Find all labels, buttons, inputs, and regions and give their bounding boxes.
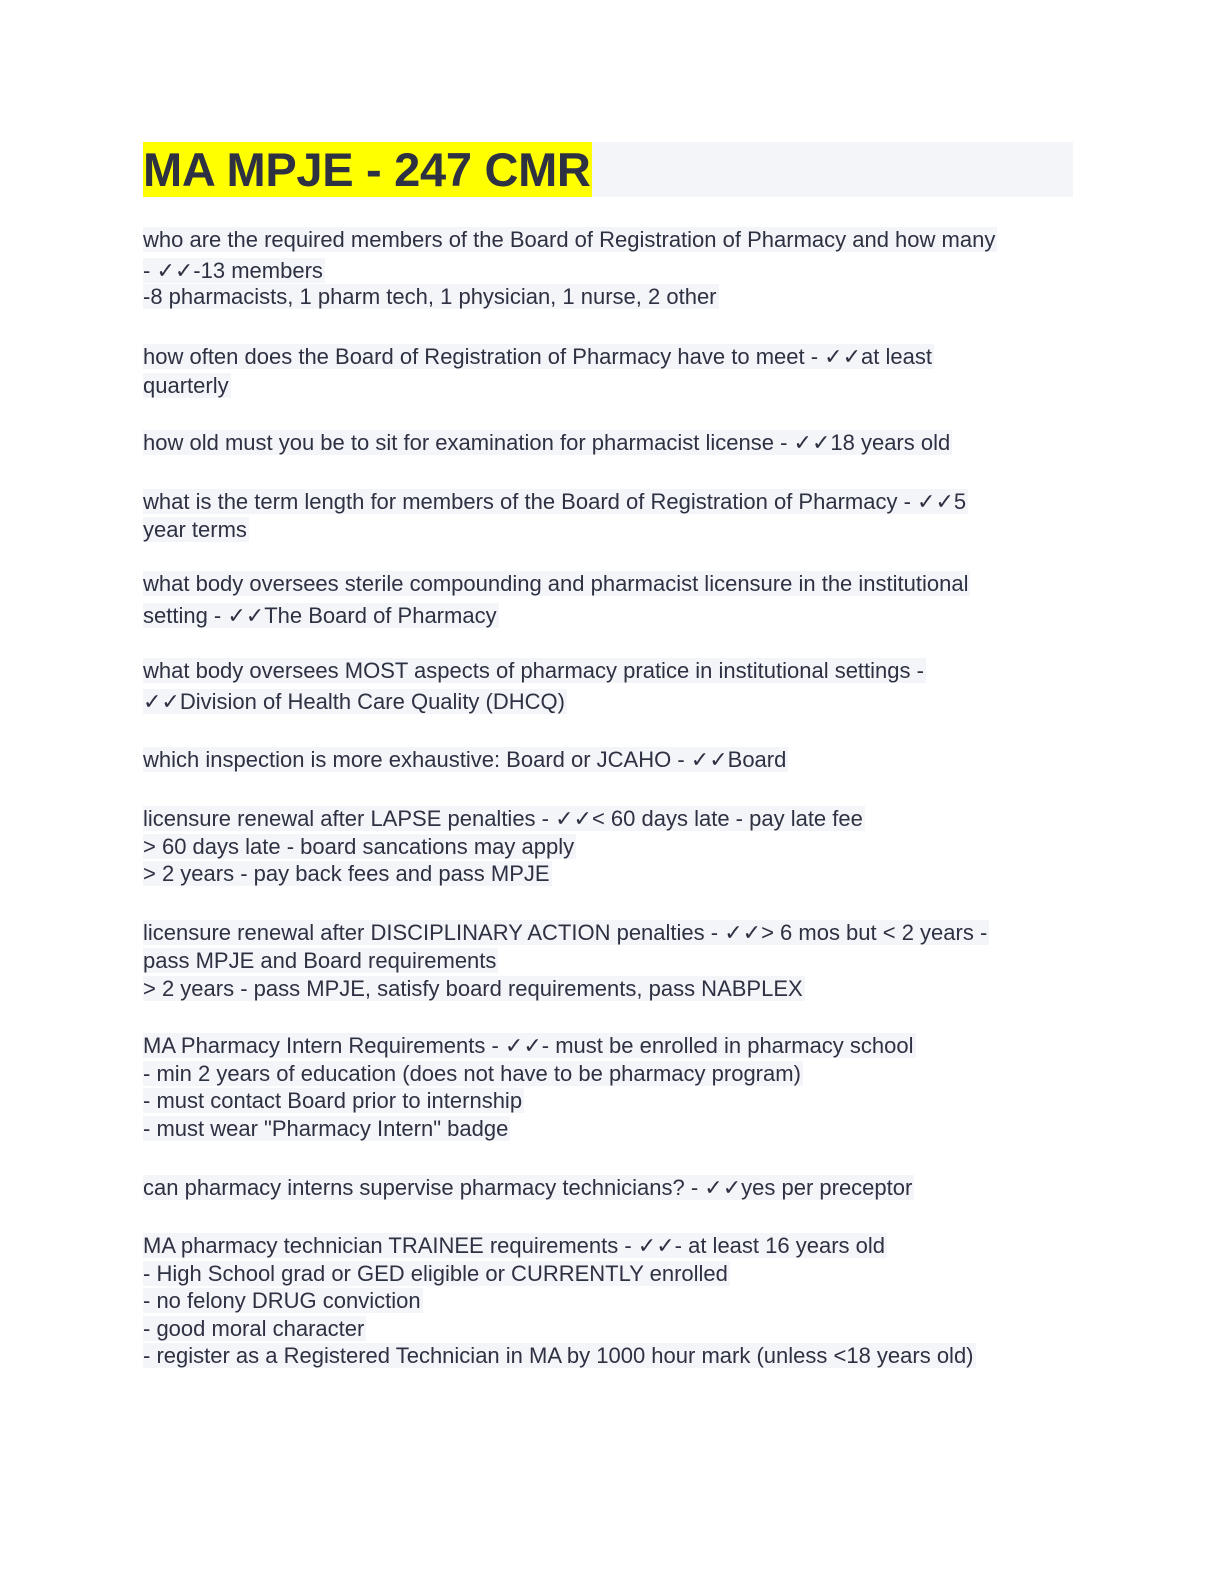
- qa-line: [143, 516, 249, 544]
- qa-text: - good moral character: [143, 1316, 365, 1341]
- qa-text: quarterly: [143, 373, 229, 398]
- qa-line: [143, 1060, 803, 1088]
- qa-line: [143, 1232, 887, 1260]
- qa-text: - must contact Board prior to internship: [143, 1088, 523, 1113]
- qa-text: year terms: [143, 517, 247, 542]
- qa-line: [143, 343, 934, 371]
- qa-line: [143, 1174, 914, 1202]
- qa-text: - register as a Registered Technician in MA by 1000 hour mark (unless <18 years old): [143, 1343, 974, 1368]
- qa-text: MA pharmacy technician TRAINEE requirements - ✓✓- at least 16 years old: [143, 1233, 885, 1258]
- document-page: [143, 142, 1073, 1368]
- qa-text: > 2 years - pay back fees and pass MPJE: [143, 861, 550, 886]
- qa-line: [143, 975, 805, 1003]
- qa-text: what is the term length for members of the Board of Registration of Pharmacy - ✓✓5: [143, 489, 967, 514]
- qa-text: -8 pharmacists, 1 pharm tech, 1 physician, 1 nurse, 2 other: [143, 284, 717, 309]
- qa-text: - High School grad or GED eligible or CURRENTLY enrolled: [143, 1261, 728, 1286]
- qa-text: can pharmacy interns supervise pharmacy technicians? - ✓✓yes per preceptor: [143, 1175, 913, 1200]
- qa-text: who are the required members of the Board of Registration of Pharmacy and how many: [143, 227, 996, 252]
- qa-text: how old must you be to sit for examination for pharmacist license - ✓✓18 years old: [143, 430, 951, 455]
- qa-line: [143, 429, 952, 457]
- qa-line: [143, 1315, 366, 1343]
- qa-text: pass MPJE and Board requirements: [143, 948, 497, 973]
- qa-text: - ✓✓-13 members: [143, 258, 323, 283]
- page-title: MA MPJE - 247 CMR: [143, 143, 591, 196]
- qa-text: - no felony DRUG conviction: [143, 1288, 421, 1313]
- qa-text: > 2 years - pass MPJE, satisfy board requirements, pass NABPLEX: [143, 976, 803, 1001]
- qa-text: ✓✓Division of Health Care Quality (DHCQ): [143, 689, 565, 714]
- qa-text: licensure renewal after DISCIPLINARY ACTION penalties - ✓✓> 6 mos but < 2 years -: [143, 920, 988, 945]
- qa-line: [143, 833, 576, 861]
- qa-line: [143, 805, 865, 833]
- qa-line: [143, 488, 968, 516]
- qa-line: [143, 746, 788, 774]
- qa-line: [143, 1342, 976, 1370]
- qa-text: what body oversees MOST aspects of pharmacy pratice in institutional settings -: [143, 658, 924, 683]
- qa-line: [143, 602, 499, 630]
- qa-text: how often does the Board of Registration of Pharmacy have to meet - ✓✓at least: [143, 344, 932, 369]
- qa-line: [143, 372, 231, 400]
- qa-line: [143, 570, 970, 598]
- qa-text: > 60 days late - board sancations may apply: [143, 834, 575, 859]
- qa-text: which inspection is more exhaustive: Board or JCAHO - ✓✓Board: [143, 747, 787, 772]
- qa-line: [143, 688, 567, 716]
- qa-text: licensure renewal after LAPSE penalties - ✓✓< 60 days late - pay late fee: [143, 806, 863, 831]
- qa-line: [143, 257, 325, 285]
- qa-line: [143, 860, 552, 888]
- qa-line: [143, 1115, 510, 1143]
- qa-line: [143, 919, 989, 947]
- qa-line: [143, 1260, 730, 1288]
- qa-line: [143, 657, 926, 685]
- qa-text: - min 2 years of education (does not have to be pharmacy program): [143, 1061, 801, 1086]
- qa-line: [143, 1087, 524, 1115]
- qa-text: setting - ✓✓The Board of Pharmacy: [143, 603, 497, 628]
- qa-line: [143, 947, 498, 975]
- qa-line: [143, 1032, 916, 1060]
- qa-text: - must wear "Pharmacy Intern" badge: [143, 1116, 509, 1141]
- qa-text: MA Pharmacy Intern Requirements - ✓✓- must be enrolled in pharmacy school: [143, 1033, 914, 1058]
- qa-line: [143, 283, 719, 311]
- qa-text: what body oversees sterile compounding and pharmacist licensure in the institutional: [143, 571, 969, 596]
- title-row: [143, 142, 1073, 197]
- qa-line: [143, 1287, 423, 1315]
- qa-line: [143, 226, 997, 254]
